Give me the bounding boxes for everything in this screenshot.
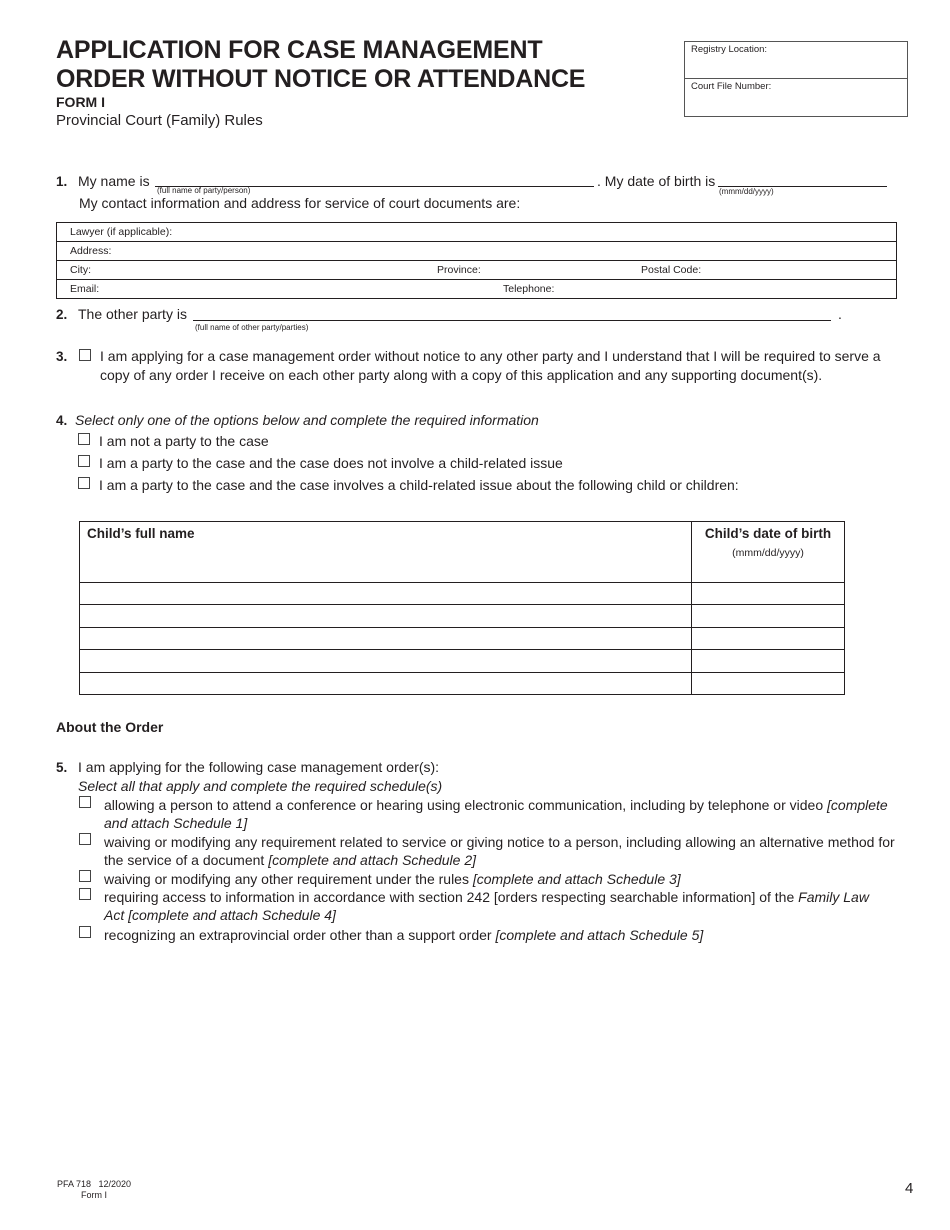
lawyer-label: Lawyer (if applicable):: [70, 226, 173, 238]
option-not-party-label: I am not a party to the case: [99, 433, 269, 449]
order-electronic-italic: [complete: [827, 797, 888, 813]
order-extraprovincial-checkbox[interactable]: [79, 926, 91, 938]
child-name-header: Child’s full name: [87, 526, 195, 541]
footer-form-name: Form I: [81, 1190, 107, 1200]
other-party-hint: (full name of other party/parties): [195, 323, 309, 332]
title-line-2: ORDER WITHOUT NOTICE OR ATTENDANCE: [56, 65, 586, 93]
other-party-input-line[interactable]: [193, 320, 831, 321]
email-row[interactable]: [57, 279, 896, 298]
children-row-5[interactable]: [80, 672, 844, 673]
dob-label: . My date of birth is: [597, 173, 716, 189]
order-access-info-line-2: [104, 906, 336, 925]
court-file-number-label: Court File Number:: [691, 81, 772, 92]
other-party-label: The other party is: [78, 306, 187, 322]
option-party-child-checkbox[interactable]: [78, 477, 90, 489]
name-hint: (full name of party/person): [157, 186, 251, 195]
option-party-no-child-label: I am a party to the case and the case does not involve a child-related issue: [99, 455, 563, 471]
order-service-checkbox[interactable]: [79, 833, 91, 845]
order-extraprovincial-text: recognizing an extraprovincial order other than a support order: [104, 927, 492, 943]
order-electronic-text: allowing a person to attend a conference or hearing using electronic communication, including by telephone or video: [104, 797, 824, 813]
order-access-info-schedule: Act [complete and attach Schedule 4]: [104, 907, 336, 923]
rules-name: Provincial Court (Family) Rules: [56, 112, 263, 129]
section-3-number: 3.: [56, 349, 68, 364]
order-electronic-checkbox[interactable]: [79, 796, 91, 808]
address-row[interactable]: [57, 241, 896, 260]
child-dob-header: Child’s date of birth: [704, 526, 832, 541]
registry-box: [684, 41, 908, 117]
children-row-4[interactable]: [80, 649, 844, 650]
order-other-requirement-schedule: [complete and attach Schedule 3]: [472, 871, 681, 887]
child-dob-hint: (mmm/dd/yyyy): [732, 547, 804, 559]
section-5-text: I am applying for the following case management order(s):: [78, 759, 440, 775]
children-row-1[interactable]: [80, 582, 844, 583]
form-number: FORM I: [56, 94, 105, 110]
section-1-number: 1.: [56, 174, 68, 189]
order-other-requirement-checkbox[interactable]: [79, 870, 91, 882]
order-service-text: the service of a document: [104, 852, 265, 868]
order-electronic-line-2: [104, 814, 247, 833]
page-title: [56, 36, 585, 94]
section-4-instruction: Select only one of the options below and complete the required information: [75, 412, 539, 428]
dob-hint: (mmm/dd/yyyy): [719, 187, 774, 196]
registry-location-label: Registry Location:: [691, 44, 768, 55]
about-order-heading: About the Order: [56, 719, 164, 735]
order-access-info-italic: Family Law: [798, 889, 869, 905]
section-2-number: 2.: [56, 307, 68, 322]
registry-location-field[interactable]: [685, 42, 907, 78]
city-label: City:: [70, 264, 91, 276]
order-access-info-text: requiring access to information in accordance with section 242 [orders respecting searchable information] of the: [104, 889, 795, 905]
section-3-line-1: I am applying for a case management order without notice to any other party and I understand that I will be required to serve a: [100, 348, 881, 364]
option-party-no-child-checkbox[interactable]: [78, 455, 90, 467]
lawyer-row[interactable]: [57, 223, 896, 241]
order-electronic-schedule: and attach Schedule 1]: [104, 815, 248, 831]
city-row[interactable]: [57, 260, 896, 279]
court-file-number-field[interactable]: [685, 78, 907, 115]
option-party-child-label: I am a party to the case and the case involves a child-related issue about the following child or children:: [99, 477, 739, 493]
section-3-checkbox[interactable]: [79, 349, 91, 361]
children-table: [79, 521, 845, 695]
section-3-line-2: copy of any order I receive on each other party along with a copy of this application and any supporting document(s).: [100, 367, 823, 383]
section-2-period: .: [838, 306, 842, 322]
contact-table: [56, 222, 897, 299]
order-access-info-line-1: [104, 888, 869, 907]
section-5-instruction: Select all that apply and complete the required schedule(s): [78, 778, 443, 794]
section-5-number: 5.: [56, 760, 68, 775]
option-not-party-checkbox[interactable]: [78, 433, 90, 445]
children-row-3[interactable]: [80, 627, 844, 628]
title-line-1: APPLICATION FOR CASE MANAGEMENT: [56, 36, 543, 64]
order-extraprovincial-line: [104, 926, 703, 945]
contact-intro: My contact information and address for service of court documents are:: [79, 195, 521, 211]
section-4-number: 4.: [56, 413, 68, 428]
footer-form-code: PFA 718 12/2020: [57, 1179, 132, 1189]
address-label: Address:: [70, 245, 112, 257]
order-other-requirement-line: [104, 870, 681, 889]
province-label: Province:: [437, 264, 481, 276]
order-access-info-checkbox[interactable]: [79, 888, 91, 900]
order-service-line-2: [104, 851, 476, 870]
my-name-label: My name is: [78, 173, 150, 189]
order-service-schedule: [complete and attach Schedule 2]: [268, 852, 477, 868]
children-row-2[interactable]: [80, 604, 844, 605]
email-label: Email:: [70, 283, 100, 295]
postal-code-label: Postal Code:: [641, 264, 702, 276]
order-service-line-1: waiving or modifying any requirement related to service or giving notice to a person, including allowing an alternative method for: [104, 834, 895, 850]
page-number: 4: [905, 1180, 914, 1197]
telephone-label: Telephone:: [503, 283, 555, 295]
order-other-requirement-text: waiving or modifying any other requirement under the rules: [104, 871, 469, 887]
order-extraprovincial-schedule: [complete and attach Schedule 5]: [495, 927, 704, 943]
order-electronic-line-1: [104, 796, 888, 815]
children-table-divider: [691, 522, 692, 694]
